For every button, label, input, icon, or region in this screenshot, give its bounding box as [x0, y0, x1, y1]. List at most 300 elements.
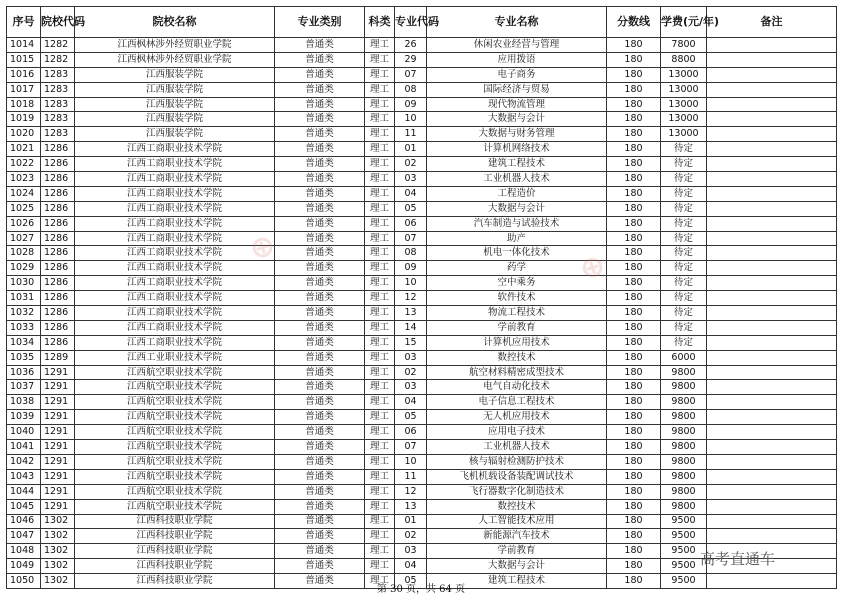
cell-col-tuition: 9800 [661, 380, 707, 395]
cell-col-major-name: 电气自动化技术 [427, 380, 607, 395]
cell-col-remark [707, 112, 837, 127]
cell-col-major-code: 08 [395, 246, 427, 261]
cell-col-school-code: 1291 [41, 469, 75, 484]
cell-col-school-code: 1283 [41, 127, 75, 142]
cell-col-subject: 理工 [365, 544, 395, 559]
cell-col-score: 180 [607, 395, 661, 410]
cell-col-score: 180 [607, 320, 661, 335]
cell-col-major-name: 新能源汽车技术 [427, 529, 607, 544]
table-row [7, 246, 837, 261]
cell-col-major-code: 29 [395, 52, 427, 67]
cell-col-school-code: 1286 [41, 172, 75, 187]
cell-col-category: 普通类 [275, 425, 365, 440]
cell-col-tuition: 待定 [661, 291, 707, 306]
cell-col-subject: 理工 [365, 112, 395, 127]
cell-col-subject: 理工 [365, 276, 395, 291]
cell-col-subject: 理工 [365, 380, 395, 395]
cell-col-remark [707, 201, 837, 216]
table-row [7, 172, 837, 187]
cell-col-seq: 1015 [7, 52, 41, 67]
cell-col-school-name: 江西航空职业技术学院 [75, 380, 275, 395]
cell-col-school-name: 江西航空职业技术学院 [75, 425, 275, 440]
cell-col-major-code: 10 [395, 112, 427, 127]
cell-col-category: 普通类 [275, 335, 365, 350]
cell-col-subject: 理工 [365, 67, 395, 82]
cell-col-school-code: 1283 [41, 82, 75, 97]
table-row [7, 216, 837, 231]
cell-col-remark [707, 216, 837, 231]
cell-col-subject: 理工 [365, 320, 395, 335]
cell-col-school-code: 1286 [41, 142, 75, 157]
page-footer: 第 30 页，共 64 页 [376, 584, 466, 595]
cell-col-school-name: 江西航空职业技术学院 [75, 365, 275, 380]
cell-col-remark [707, 529, 837, 544]
cell-col-seq: 1048 [7, 544, 41, 559]
cell-col-school-code: 1302 [41, 544, 75, 559]
cell-col-school-code: 1291 [41, 395, 75, 410]
cell-col-tuition: 9500 [661, 529, 707, 544]
cell-col-category: 普通类 [275, 440, 365, 455]
cell-col-school-name: 江西航空职业技术学院 [75, 395, 275, 410]
cell-col-seq: 1035 [7, 350, 41, 365]
cell-col-school-code: 1283 [41, 97, 75, 112]
cell-col-remark [707, 514, 837, 529]
header-col-major-name: 专业名称 [427, 7, 607, 38]
cell-col-score: 180 [607, 335, 661, 350]
cell-col-school-code: 1291 [41, 425, 75, 440]
cell-col-major-code: 10 [395, 454, 427, 469]
cell-col-major-name: 物流工程技术 [427, 306, 607, 321]
cell-col-category: 普通类 [275, 484, 365, 499]
cell-col-tuition: 待定 [661, 201, 707, 216]
cell-col-tuition: 8800 [661, 52, 707, 67]
cell-col-remark [707, 82, 837, 97]
table-row [7, 395, 837, 410]
cell-col-school-name: 江西科技职业学院 [75, 514, 275, 529]
cell-col-school-name: 江西航空职业技术学院 [75, 454, 275, 469]
cell-col-seq: 1032 [7, 306, 41, 321]
admission-table-sheet [6, 6, 836, 589]
cell-col-major-name: 工业机器人技术 [427, 172, 607, 187]
cell-col-seq: 1027 [7, 231, 41, 246]
cell-col-school-name: 江西航空职业技术学院 [75, 469, 275, 484]
cell-col-school-name: 江西枫林涉外经贸职业学院 [75, 38, 275, 53]
cell-col-school-code: 1286 [41, 320, 75, 335]
table-row [7, 514, 837, 529]
cell-col-major-name: 大数据与会计 [427, 201, 607, 216]
cell-col-seq: 1019 [7, 112, 41, 127]
cell-col-remark [707, 380, 837, 395]
cell-col-score: 180 [607, 52, 661, 67]
cell-col-major-code: 02 [395, 365, 427, 380]
cell-col-major-name: 电子商务 [427, 67, 607, 82]
cell-col-school-code: 1283 [41, 67, 75, 82]
cell-col-major-code: 07 [395, 231, 427, 246]
cell-col-school-code: 1289 [41, 350, 75, 365]
cell-col-category: 普通类 [275, 380, 365, 395]
cell-col-remark [707, 395, 837, 410]
cell-col-remark [707, 38, 837, 53]
cell-col-seq: 1023 [7, 172, 41, 187]
cell-col-major-name: 大数据与会计 [427, 559, 607, 574]
cell-col-major-code: 04 [395, 186, 427, 201]
cell-col-major-code: 11 [395, 469, 427, 484]
table-row [7, 454, 837, 469]
cell-col-score: 180 [607, 410, 661, 425]
cell-col-remark [707, 52, 837, 67]
cell-col-school-code: 1286 [41, 186, 75, 201]
table-row [7, 67, 837, 82]
table-row [7, 112, 837, 127]
cell-col-major-code: 12 [395, 291, 427, 306]
table-row [7, 380, 837, 395]
cell-col-tuition: 9800 [661, 454, 707, 469]
cell-col-subject: 理工 [365, 127, 395, 142]
cell-col-score: 180 [607, 365, 661, 380]
cell-col-seq: 1018 [7, 97, 41, 112]
cell-col-remark [707, 186, 837, 201]
cell-col-school-code: 1291 [41, 484, 75, 499]
cell-col-school-code: 1286 [41, 216, 75, 231]
cell-col-school-name: 江西航空职业技术学院 [75, 484, 275, 499]
cell-col-tuition: 待定 [661, 142, 707, 157]
cell-col-major-code: 04 [395, 395, 427, 410]
cell-col-major-name: 机电一体化技术 [427, 246, 607, 261]
cell-col-school-name: 江西工商职业技术学院 [75, 335, 275, 350]
cell-col-seq: 1050 [7, 574, 41, 589]
table-row [7, 186, 837, 201]
cell-col-school-code: 1282 [41, 52, 75, 67]
table-row [7, 469, 837, 484]
cell-col-category: 普通类 [275, 499, 365, 514]
header-col-tuition: 学费(元/年) [661, 7, 707, 38]
cell-col-school-name: 江西服装学院 [75, 112, 275, 127]
cell-col-tuition: 9800 [661, 469, 707, 484]
cell-col-school-code: 1302 [41, 574, 75, 589]
watermark-stamp: ⊕ [575, 246, 610, 289]
cell-col-subject: 理工 [365, 395, 395, 410]
watermark-brand: 高考直通车 [700, 550, 776, 568]
cell-col-category: 普通类 [275, 306, 365, 321]
cell-col-tuition: 13000 [661, 67, 707, 82]
cell-col-tuition: 待定 [661, 216, 707, 231]
cell-col-major-code: 14 [395, 320, 427, 335]
cell-col-major-code: 09 [395, 261, 427, 276]
cell-col-school-code: 1302 [41, 529, 75, 544]
cell-col-school-code: 1291 [41, 440, 75, 455]
cell-col-remark [707, 306, 837, 321]
cell-col-seq: 1026 [7, 216, 41, 231]
cell-col-school-code: 1291 [41, 499, 75, 514]
cell-col-category: 普通类 [275, 410, 365, 425]
cell-col-school-name: 江西工商职业技术学院 [75, 216, 275, 231]
cell-col-subject: 理工 [365, 38, 395, 53]
cell-col-score: 180 [607, 216, 661, 231]
cell-col-category: 普通类 [275, 186, 365, 201]
cell-col-school-name: 江西服装学院 [75, 67, 275, 82]
cell-col-school-name: 江西航空职业技术学院 [75, 410, 275, 425]
cell-col-major-code: 15 [395, 335, 427, 350]
cell-col-category: 普通类 [275, 172, 365, 187]
cell-col-school-code: 1286 [41, 261, 75, 276]
cell-col-score: 180 [607, 499, 661, 514]
cell-col-school-code: 1302 [41, 514, 75, 529]
cell-col-major-code: 10 [395, 276, 427, 291]
cell-col-category: 普通类 [275, 67, 365, 82]
cell-col-remark [707, 231, 837, 246]
cell-col-subject: 理工 [365, 469, 395, 484]
cell-col-school-code: 1286 [41, 291, 75, 306]
cell-col-school-name: 江西工商职业技术学院 [75, 276, 275, 291]
admission-table [6, 6, 837, 589]
cell-col-score: 180 [607, 261, 661, 276]
cell-col-category: 普通类 [275, 142, 365, 157]
header-col-subject: 科类 [365, 7, 395, 38]
cell-col-major-name: 数控技术 [427, 350, 607, 365]
cell-col-category: 普通类 [275, 291, 365, 306]
cell-col-major-name: 飞行器数字化制造技术 [427, 484, 607, 499]
cell-col-score: 180 [607, 291, 661, 306]
cell-col-subject: 理工 [365, 425, 395, 440]
table-row [7, 157, 837, 172]
cell-col-school-code: 1286 [41, 335, 75, 350]
table-row [7, 499, 837, 514]
cell-col-school-code: 1286 [41, 157, 75, 172]
cell-col-tuition: 9500 [661, 574, 707, 589]
cell-col-school-name: 江西枫林涉外经贸职业学院 [75, 52, 275, 67]
cell-col-category: 普通类 [275, 127, 365, 142]
cell-col-major-code: 12 [395, 484, 427, 499]
cell-col-category: 普通类 [275, 574, 365, 589]
cell-col-subject: 理工 [365, 246, 395, 261]
cell-col-tuition: 待定 [661, 231, 707, 246]
cell-col-seq: 1025 [7, 201, 41, 216]
cell-col-school-name: 江西服装学院 [75, 127, 275, 142]
cell-col-score: 180 [607, 201, 661, 216]
cell-col-score: 180 [607, 82, 661, 97]
table-row [7, 335, 837, 350]
cell-col-school-name: 江西科技职业学院 [75, 544, 275, 559]
cell-col-category: 普通类 [275, 529, 365, 544]
cell-col-major-name: 电子信息工程技术 [427, 395, 607, 410]
cell-col-subject: 理工 [365, 335, 395, 350]
cell-col-major-code: 08 [395, 82, 427, 97]
cell-col-remark [707, 365, 837, 380]
cell-col-tuition: 9500 [661, 559, 707, 574]
cell-col-remark [707, 127, 837, 142]
table-row [7, 82, 837, 97]
cell-col-school-code: 1286 [41, 201, 75, 216]
cell-col-major-code: 05 [395, 574, 427, 589]
cell-col-category: 普通类 [275, 201, 365, 216]
cell-col-school-code: 1291 [41, 380, 75, 395]
cell-col-school-name: 江西服装学院 [75, 97, 275, 112]
cell-col-remark [707, 410, 837, 425]
cell-col-school-name: 江西科技职业学院 [75, 559, 275, 574]
cell-col-major-name: 学前教育 [427, 544, 607, 559]
cell-col-seq: 1040 [7, 425, 41, 440]
cell-col-school-code: 1283 [41, 112, 75, 127]
cell-col-subject: 理工 [365, 410, 395, 425]
cell-col-school-name: 江西工商职业技术学院 [75, 186, 275, 201]
cell-col-tuition: 9500 [661, 544, 707, 559]
table-row [7, 529, 837, 544]
cell-col-major-name: 计算机网络技术 [427, 142, 607, 157]
cell-col-category: 普通类 [275, 395, 365, 410]
cell-col-seq: 1016 [7, 67, 41, 82]
cell-col-school-name: 江西工商职业技术学院 [75, 201, 275, 216]
cell-col-score: 180 [607, 380, 661, 395]
cell-col-subject: 理工 [365, 186, 395, 201]
cell-col-major-code: 05 [395, 410, 427, 425]
cell-col-major-code: 02 [395, 529, 427, 544]
cell-col-category: 普通类 [275, 454, 365, 469]
cell-col-school-code: 1291 [41, 365, 75, 380]
cell-col-subject: 理工 [365, 514, 395, 529]
cell-col-tuition: 待定 [661, 261, 707, 276]
cell-col-score: 180 [607, 127, 661, 142]
cell-col-tuition: 13000 [661, 97, 707, 112]
cell-col-subject: 理工 [365, 454, 395, 469]
cell-col-major-name: 应用电子技术 [427, 425, 607, 440]
table-body [7, 38, 837, 589]
cell-col-seq: 1017 [7, 82, 41, 97]
cell-col-major-code: 26 [395, 38, 427, 53]
cell-col-tuition: 待定 [661, 246, 707, 261]
cell-col-category: 普通类 [275, 559, 365, 574]
cell-col-seq: 1041 [7, 440, 41, 455]
cell-col-category: 普通类 [275, 52, 365, 67]
cell-col-school-code: 1286 [41, 306, 75, 321]
cell-col-score: 180 [607, 574, 661, 589]
cell-col-seq: 1044 [7, 484, 41, 499]
cell-col-major-code: 01 [395, 514, 427, 529]
cell-col-tuition: 待定 [661, 157, 707, 172]
cell-col-major-name: 大数据与会计 [427, 112, 607, 127]
cell-col-tuition: 9800 [661, 425, 707, 440]
cell-col-remark [707, 484, 837, 499]
cell-col-category: 普通类 [275, 97, 365, 112]
table-row [7, 484, 837, 499]
cell-col-major-name: 药学 [427, 261, 607, 276]
cell-col-seq: 1024 [7, 186, 41, 201]
cell-col-seq: 1014 [7, 38, 41, 53]
cell-col-major-name: 汽车制造与试验技术 [427, 216, 607, 231]
table-row [7, 201, 837, 216]
cell-col-seq: 1039 [7, 410, 41, 425]
cell-col-score: 180 [607, 112, 661, 127]
cell-col-school-name: 江西工商职业技术学院 [75, 261, 275, 276]
cell-col-school-code: 1302 [41, 559, 75, 574]
table-row [7, 52, 837, 67]
cell-col-major-name: 数控技术 [427, 499, 607, 514]
table-row [7, 142, 837, 157]
cell-col-remark [707, 172, 837, 187]
cell-col-category: 普通类 [275, 320, 365, 335]
cell-col-seq: 1029 [7, 261, 41, 276]
watermark-stamp: ⊕ [245, 226, 280, 269]
cell-col-remark [707, 291, 837, 306]
cell-col-score: 180 [607, 246, 661, 261]
cell-col-tuition: 待定 [661, 335, 707, 350]
cell-col-major-name: 航空材料精密成型技术 [427, 365, 607, 380]
cell-col-major-code: 13 [395, 306, 427, 321]
cell-col-school-code: 1286 [41, 246, 75, 261]
cell-col-tuition: 待定 [661, 276, 707, 291]
cell-col-score: 180 [607, 186, 661, 201]
cell-col-category: 普通类 [275, 544, 365, 559]
cell-col-seq: 1038 [7, 395, 41, 410]
cell-col-major-code: 03 [395, 544, 427, 559]
cell-col-school-name: 江西工商职业技术学院 [75, 172, 275, 187]
cell-col-subject: 理工 [365, 484, 395, 499]
cell-col-tuition: 9800 [661, 395, 707, 410]
cell-col-school-name: 江西工商职业技术学院 [75, 320, 275, 335]
cell-col-subject: 理工 [365, 82, 395, 97]
cell-col-tuition: 13000 [661, 82, 707, 97]
cell-col-seq: 1033 [7, 320, 41, 335]
cell-col-seq: 1030 [7, 276, 41, 291]
cell-col-remark [707, 335, 837, 350]
cell-col-school-name: 江西工商职业技术学院 [75, 291, 275, 306]
cell-col-major-name: 建筑工程技术 [427, 574, 607, 589]
cell-col-major-code: 03 [395, 350, 427, 365]
cell-col-tuition: 13000 [661, 112, 707, 127]
cell-col-seq: 1045 [7, 499, 41, 514]
cell-col-subject: 理工 [365, 574, 395, 589]
cell-col-seq: 1037 [7, 380, 41, 395]
cell-col-subject: 理工 [365, 157, 395, 172]
cell-col-subject: 理工 [365, 440, 395, 455]
cell-col-school-name: 江西工商职业技术学院 [75, 306, 275, 321]
cell-col-school-code: 1282 [41, 38, 75, 53]
cell-col-seq: 1034 [7, 335, 41, 350]
cell-col-major-name: 软件技术 [427, 291, 607, 306]
cell-col-remark [707, 425, 837, 440]
cell-col-remark [707, 499, 837, 514]
cell-col-school-name: 江西工商职业技术学院 [75, 246, 275, 261]
cell-col-school-name: 江西工商职业技术学院 [75, 231, 275, 246]
header-col-category: 专业类别 [275, 7, 365, 38]
cell-col-subject: 理工 [365, 231, 395, 246]
table-row [7, 38, 837, 53]
header-col-school-name: 院校名称 [75, 7, 275, 38]
cell-col-score: 180 [607, 350, 661, 365]
cell-col-tuition: 9800 [661, 484, 707, 499]
cell-col-major-name: 现代物流管理 [427, 97, 607, 112]
table-row [7, 127, 837, 142]
table-header-row [7, 7, 837, 38]
cell-col-major-code: 11 [395, 127, 427, 142]
cell-col-tuition: 待定 [661, 172, 707, 187]
cell-col-category: 普通类 [275, 276, 365, 291]
cell-col-remark [707, 246, 837, 261]
cell-col-subject: 理工 [365, 142, 395, 157]
cell-col-major-code: 02 [395, 157, 427, 172]
header-col-score: 分数线 [607, 7, 661, 38]
cell-col-category: 普通类 [275, 246, 365, 261]
cell-col-remark [707, 454, 837, 469]
table-row [7, 306, 837, 321]
cell-col-category: 普通类 [275, 469, 365, 484]
cell-col-major-code: 07 [395, 67, 427, 82]
cell-col-major-code: 09 [395, 97, 427, 112]
cell-col-score: 180 [607, 172, 661, 187]
cell-col-remark [707, 469, 837, 484]
cell-col-remark [707, 350, 837, 365]
cell-col-major-code: 06 [395, 216, 427, 231]
cell-col-school-code: 1291 [41, 410, 75, 425]
